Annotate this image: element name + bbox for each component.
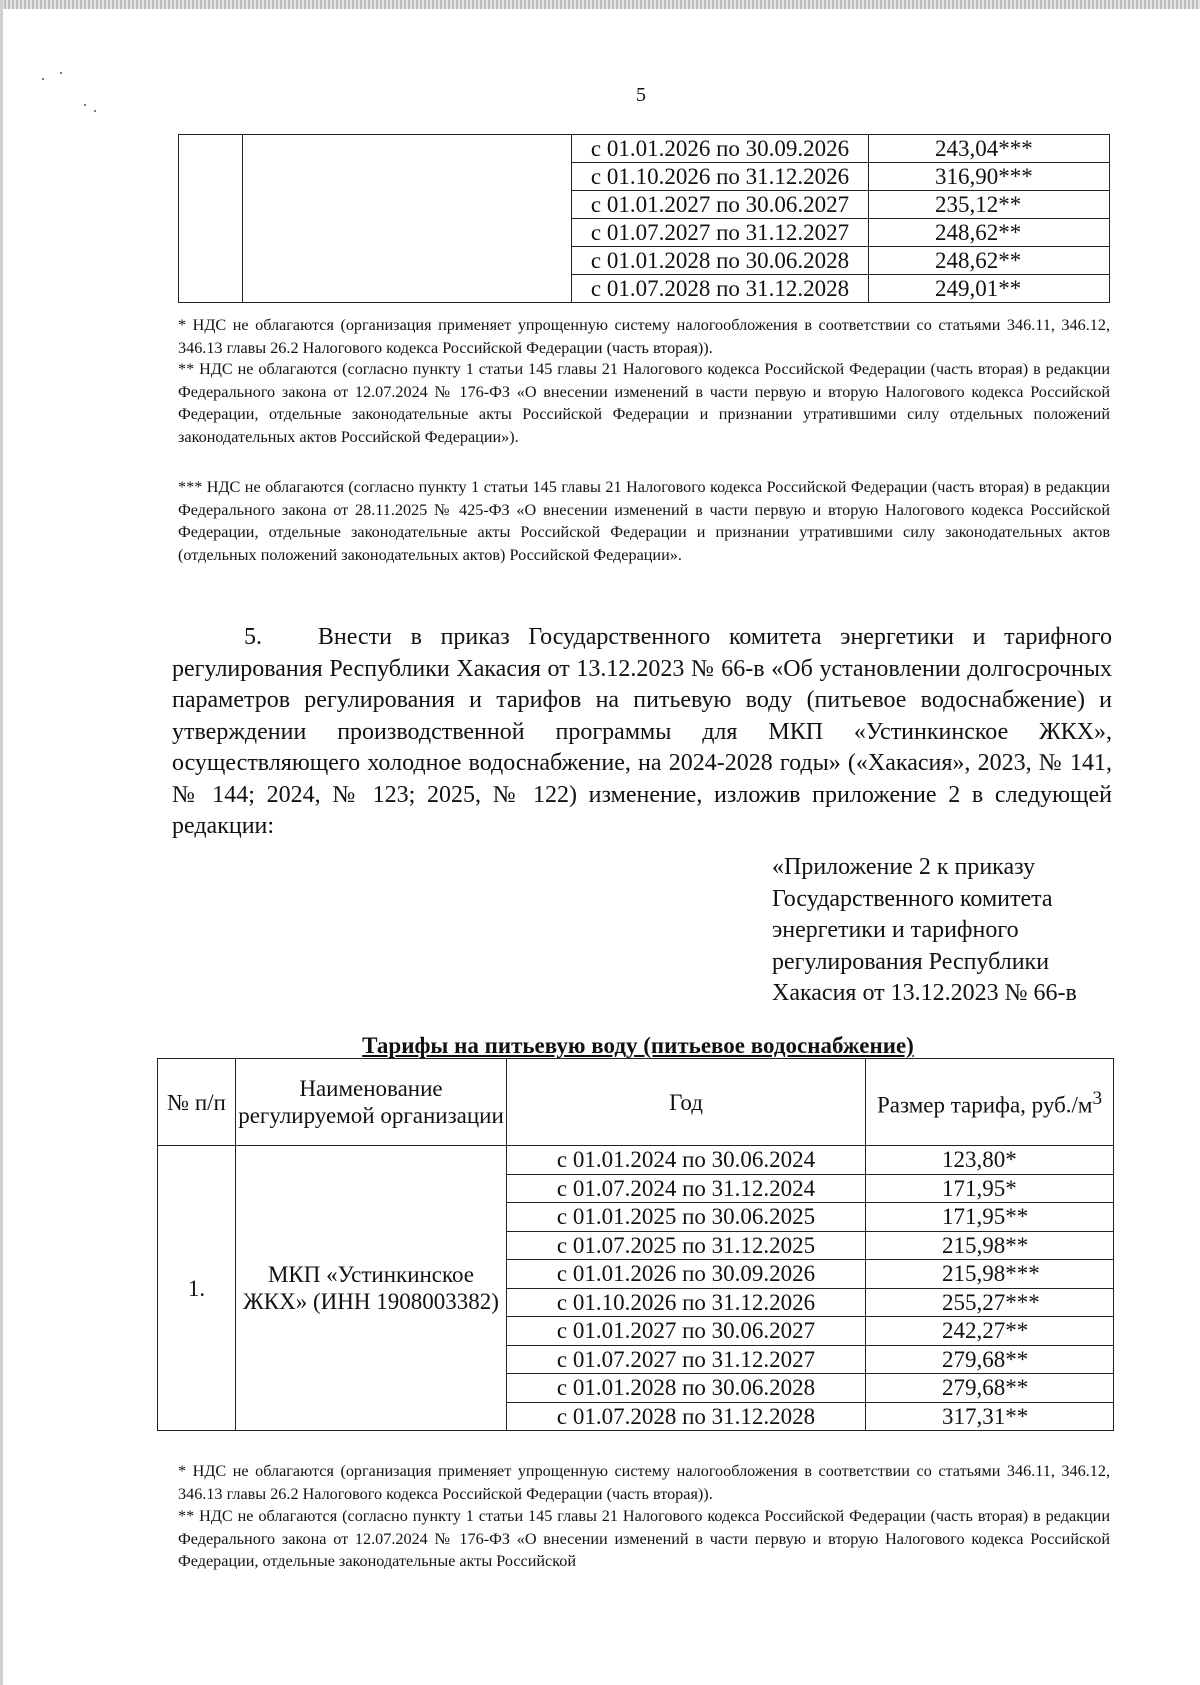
table-row <box>158 1146 1114 1175</box>
paragraph-text: Внести в приказ Государственного комитета энергетики и тарифного регулирования Республики Хакасия от 13.12.2023 № 66-в «Об установлении долгосрочных параметров регулирования и тарифов на питьевую воду (питьевое водоснабжение) и утверждении производственной программы для МКП «Устинкинское ЖКХ», осуществляющего холодное водоснабжение, на 2024-2028 годы» («Хакасия», 2023, № 141, № 144; 2024, № 123; 2025, № 122) изменение, изложив приложение 2 в следующей редакции: <box>172 624 1113 839</box>
tariff-cell: 235,12** <box>869 191 1110 219</box>
period-cell: с 01.01.2026 по 30.09.2026 <box>507 1260 866 1289</box>
tariff-cell: 171,95** <box>866 1203 1114 1232</box>
paragraph-number: 5. <box>244 624 262 650</box>
appendix-header <box>772 852 1077 1010</box>
footnote-3: *** НДС не облагаются (согласно пункту 1 статьи 145 главы 21 Налогового кодекса Российской Федерации (часть вторая) в редакции Федерального закона от 28.11.2025 № 425-ФЗ «О внесении изменений в части первую и вторую Налогового кодекса Российской Федерации, отдельные законодательные акты Российской Федерации и признании утратившими силу законодательных актов (отдельных положений законодательных актов) Российской Федерации». <box>178 478 1110 564</box>
period-cell: с 01.01.2027 по 30.06.2027 <box>572 191 869 219</box>
period-cell: с 01.07.2027 по 31.12.2027 <box>572 219 869 247</box>
num-cell <box>179 135 243 303</box>
footnote-1: * НДС не облагаются (организация применяет упрощенную систему налогообложения в соответствии со статьями 346.11, 346.12, 346.13 главы 26.2 Налогового кодекса Российской Федерации (часть вторая)). <box>178 316 1110 357</box>
period-cell: с 01.01.2028 по 30.06.2028 <box>572 247 869 275</box>
tariff-cell: 255,27*** <box>866 1288 1114 1317</box>
period-cell: с 01.01.2027 по 30.06.2027 <box>507 1317 866 1346</box>
paragraph-5 <box>172 622 1112 843</box>
scan-edge-left <box>0 0 3 1685</box>
header-tariff-label: Размер тарифа, руб./м <box>876 1092 1093 1118</box>
tariff-cell: 248,62** <box>869 219 1110 247</box>
tariff-cell: 279,68** <box>866 1374 1114 1403</box>
org-name: МКП «Устинкинское ЖКХ» (ИНН 1908003382) <box>236 1146 507 1431</box>
appendix-line: энергетики и тарифного <box>772 917 1019 943</box>
period-cell: с 01.01.2024 по 30.06.2024 <box>507 1146 866 1175</box>
table-row <box>179 135 1110 163</box>
scan-speck <box>60 72 62 74</box>
header-tariff-sup: 3 <box>1092 1088 1103 1110</box>
row-number: 1. <box>158 1146 236 1431</box>
tariff-cell: 243,04*** <box>869 135 1110 163</box>
tariff-cell: 123,80* <box>866 1146 1114 1175</box>
table-header-row <box>158 1059 1114 1146</box>
header-year: Год <box>507 1059 866 1146</box>
scan-speck <box>42 78 44 80</box>
scan-edge-top <box>0 0 1200 9</box>
period-cell: с 01.10.2026 по 31.12.2026 <box>507 1288 866 1317</box>
appendix-line: Хакасия от 13.12.2023 № 66-в <box>772 980 1077 1006</box>
period-cell: с 01.07.2027 по 31.12.2027 <box>507 1345 866 1374</box>
tariff-table <box>157 1058 1114 1431</box>
period-cell: с 01.01.2026 по 30.09.2026 <box>572 135 869 163</box>
tariff-cell: 317,31** <box>866 1402 1114 1431</box>
appendix-line: «Приложение 2 к приказу <box>772 854 1036 880</box>
period-cell: с 01.07.2024 по 31.12.2024 <box>507 1174 866 1203</box>
scan-speck <box>84 104 86 106</box>
tariff-cell: 215,98** <box>866 1231 1114 1260</box>
period-cell: с 01.07.2025 по 31.12.2025 <box>507 1231 866 1260</box>
page-number: 5 <box>636 84 646 106</box>
period-cell: с 01.01.2025 по 30.06.2025 <box>507 1203 866 1232</box>
scan-speck <box>94 110 96 112</box>
footnote-bottom-1: * НДС не облагаются (организация применяет упрощенную систему налогообложения в соответствии со статьями 346.11, 346.12, 346.13 главы 26.2 Налогового кодекса Российской Федерации (часть вторая)). <box>178 1462 1110 1503</box>
tariff-cell: 171,95* <box>866 1174 1114 1203</box>
period-cell: с 01.07.2028 по 31.12.2028 <box>507 1402 866 1431</box>
tariff-cell: 249,01** <box>869 275 1110 303</box>
period-cell: с 01.07.2028 по 31.12.2028 <box>572 275 869 303</box>
appendix-line: регулирования Республики <box>772 948 1050 975</box>
tariff-cell: 279,68** <box>866 1345 1114 1374</box>
tariff-cell: 316,90*** <box>869 163 1110 191</box>
header-num: № п/п <box>158 1059 236 1146</box>
period-cell: с 01.01.2028 по 30.06.2028 <box>507 1374 866 1403</box>
table-title: Тарифы на питьевую воду (питьевое водоснабжение) <box>362 1033 914 1058</box>
footnote-2: ** НДС не облагаются (согласно пункту 1 статьи 145 главы 21 Налогового кодекса Российской Федерации (часть вторая) в редакции Федерального закона от 12.07.2024 № 176-ФЗ «О внесении изменений в части первую и вторую Налогового кодекса Российской Федерации, отдельные законодательные акты Российской Федерации и признании утратившими силу отдельных положений законодательных актов Российской Федерации»). <box>178 360 1110 446</box>
tariff-cell: 248,62** <box>869 247 1110 275</box>
footnote-bottom-2: ** НДС не облагаются (согласно пункту 1 статьи 145 главы 21 Налогового кодекса Российской Федерации (часть вторая) в редакции Федерального закона от 12.07.2024 № 176-ФЗ «О внесении изменений в части первую и вторую Налогового кодекса Российской Федерации, отдельные законодательные акты Российской <box>178 1507 1110 1570</box>
tariff-table-continuation <box>178 134 1110 303</box>
header-tariff <box>866 1059 1114 1146</box>
tariff-cell: 242,27** <box>866 1317 1114 1346</box>
header-org: Наименование регулируемой организации <box>236 1059 507 1146</box>
org-cell <box>243 135 572 303</box>
appendix-line: Государственного комитета <box>772 885 1053 912</box>
tariff-cell: 215,98*** <box>866 1260 1114 1289</box>
period-cell: с 01.10.2026 по 31.12.2026 <box>572 163 869 191</box>
